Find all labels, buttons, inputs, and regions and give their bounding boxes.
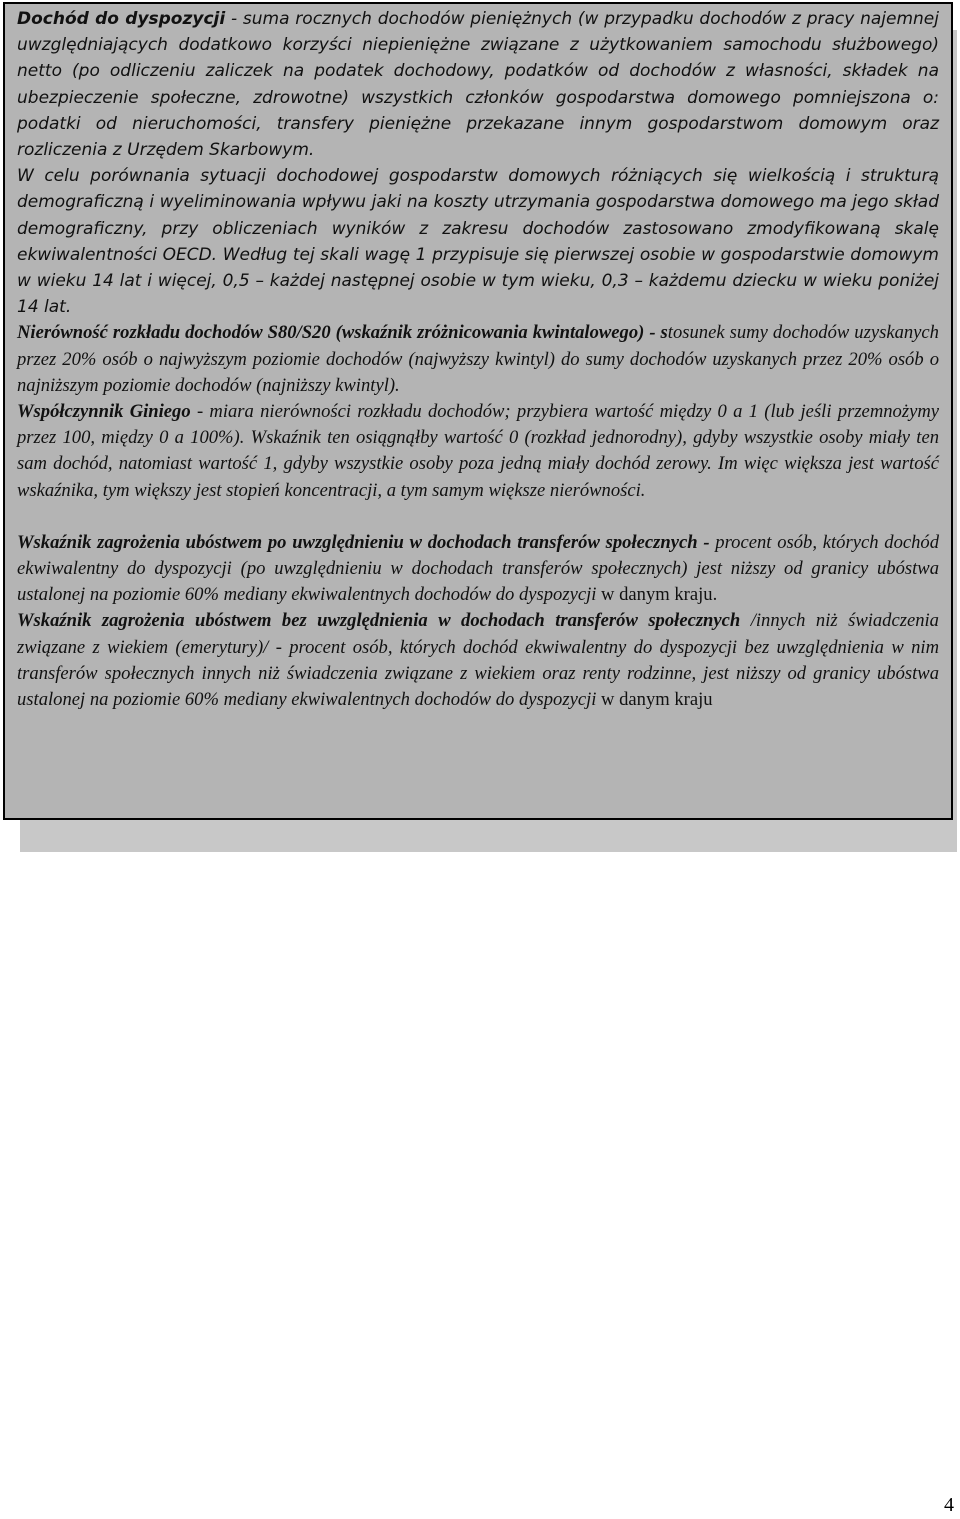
definition-oecd-scale: [17, 163, 939, 320]
definition-gini: [17, 399, 939, 504]
definition-term: Wskaźnik zagrożenia ubóstwem bez uwzględnienia w dochodach transferów społecznych: [17, 610, 741, 632]
definition-text: tosunek sumy dochodów uzyskanych przez 20% osób o najwyższym poziomie dochodów (najwyższy kwintyl) do sumy dochodów uzyskanych przez 20% osób o najniższym poziomie dochodów (najniższy kwintyl).: [17, 322, 939, 396]
definition-text: procent osób, których dochód ekwiwalentny do dyspozycji (po uwzględnieniu w dochodach transferów społecznych) jest niższy od granicy ubóstwa ustalonej na poziomie 60% mediany ekwiwalentnych dochodów do dyspozycji: [17, 531, 940, 606]
definition-tail: w danym kraju.: [596, 584, 718, 606]
definition-term: Dochód do dyspozycji: [17, 9, 226, 29]
definition-term: Nierówność rozkładu dochodów S80/S20 (wskaźnik zróżnicowania kwintalowego) - s: [17, 322, 668, 344]
definition-text: /innych niż świadczenia związane z wiekiem (emerytury)/ - procent osób, których dochód ekwiwalentny do dyspozycji bez uwzględnienia w nim transferów społecznych innych niż świadczenia związane z wiekiem oraz renty rodzinne, jest niższy od granicy ubóstwa ustalonej na poziomie 60% mediany ekwiwalentnych dochodów do dyspozycji: [17, 610, 939, 711]
definition-term: Wskaźnik zagrożenia ubóstwem po uwzględnieniu w dochodach transferów społecznych -: [17, 531, 710, 553]
definition-s80-s20: [17, 320, 939, 399]
definition-text: - miara nierówności rozkładu dochodów; przybiera wartość między 0 a 1 (lub jeśli przemnożymy przez 100, między 0 a 100%). Wskaźnik ten osiągnąłby wartość 0 (rozkład jednorodny), gdyby wszystkie osoby miały ten sam dochód, natomiast wartość 1, gdyby wszystkie osoby poza jedną miały dochód zerowy. Im więc większa jest wartość wskaźnika, tym większy jest stopień koncentracji, a tym samym większe nierówności.: [17, 401, 940, 501]
definition-text: W celu porównania sytuacji dochodowej gospodarstw domowych różniących się wielkością i strukturą demograficzną i wyeliminowania wpływu jaki na koszty utrzymania gospodarstwa domowego ma jego skład demograficzny, przy obliczeniach wyników z zakresu dochodów zastosowano zmodyfikowaną skalę ekwiwalentności OECD. Według tej skali wagę 1 przypisuje się pierwszej osobie w gospodarstwie domowym w wieku 14 lat i więcej, 0,5 – każdej następnej osobie w tym wieku, 0,3 – każdemu dziecku w wieku poniżej 14 lat.: [17, 166, 939, 318]
page-number: 4: [944, 1494, 954, 1516]
definition-tail: w danym kraju: [596, 689, 713, 711]
definition-poverty-after-transfers: [17, 530, 939, 609]
definition-poverty-before-transfers: [17, 608, 939, 713]
definition-term: Współczynnik Giniego: [17, 401, 191, 423]
definitions-box: [3, 2, 953, 820]
definition-disposable-income: [17, 6, 939, 163]
definition-text: - suma rocznych dochodów pieniężnych (w przypadku dochodów z pracy najemnej uwzględniających dodatkowo korzyści niepieniężne związane z użytkowaniem samochodu służbowego) netto (po odliczeniu zaliczek na podatek dochodowy, podatków od dochodów z własności, składek na ubezpieczenie społeczne, zdrowotne) wszystkich członków gospodarstwa domowego pomniejszona o: podatki od nieruchomości, transfery pieniężne przekazane innym gospodarstwom domowym oraz rozliczenia z Urzędem Skarbowym.: [17, 9, 939, 161]
